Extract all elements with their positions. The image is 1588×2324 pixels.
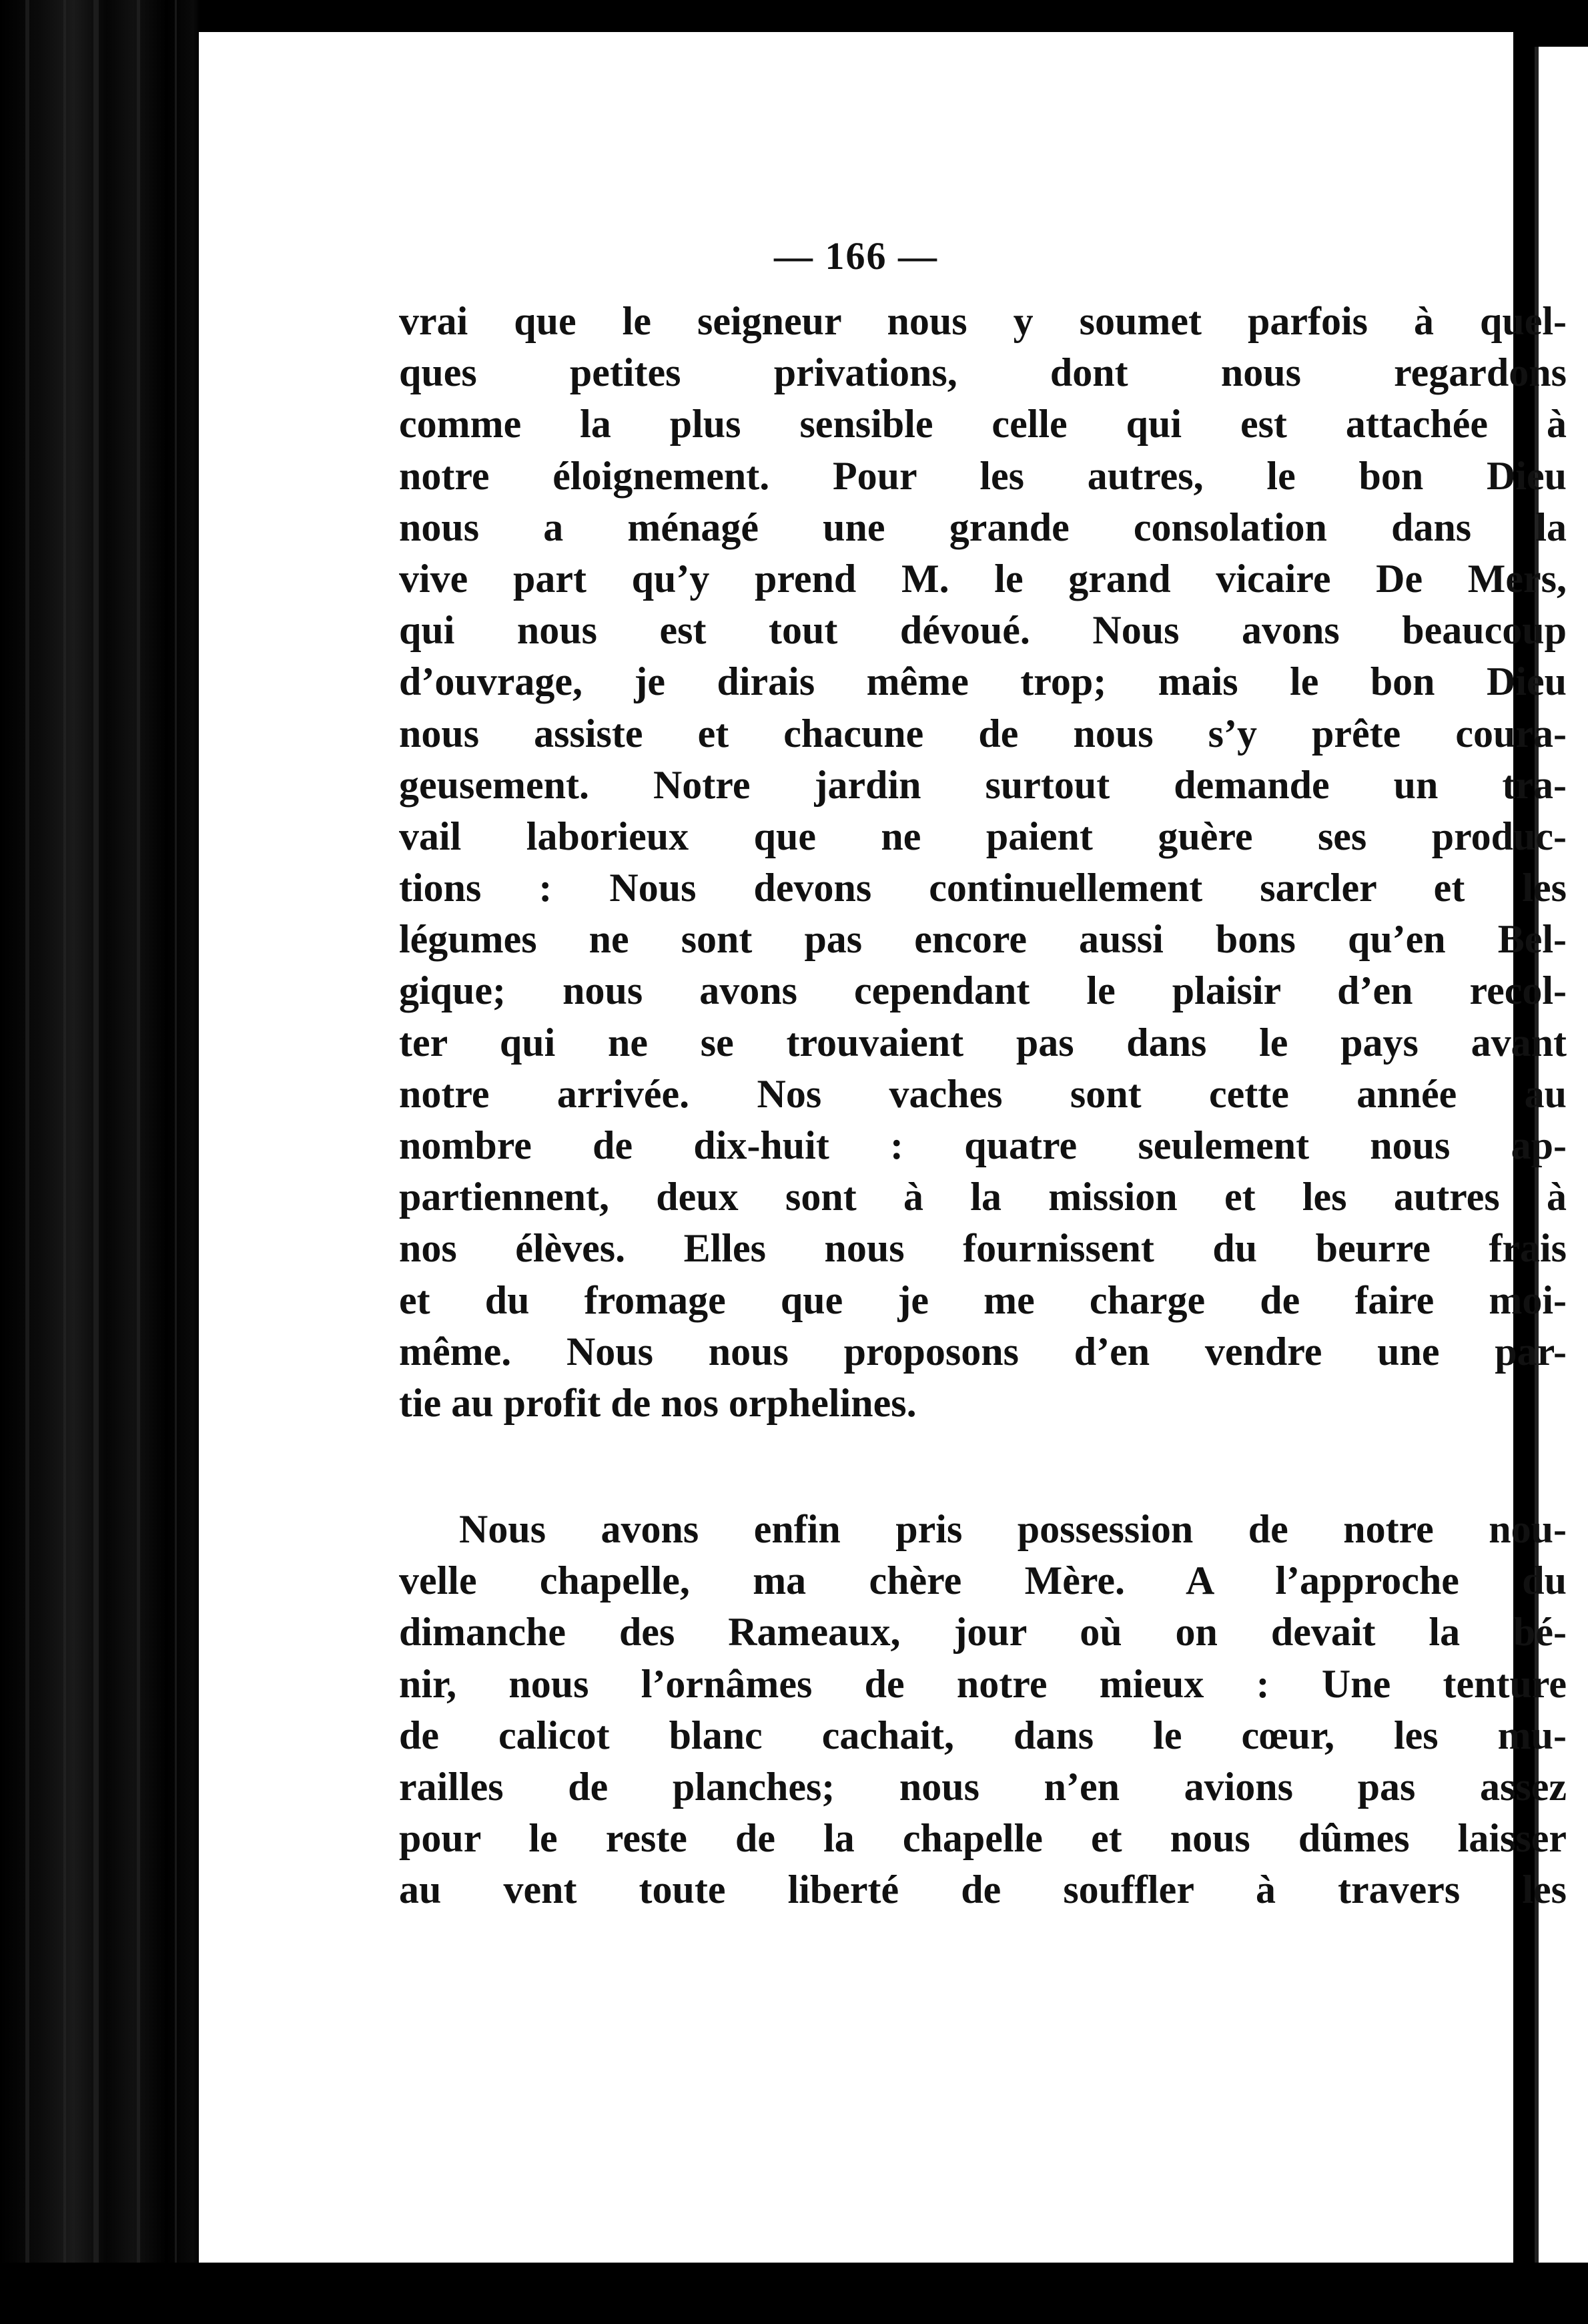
spine-streak bbox=[175, 0, 177, 2324]
text-line: partiennent, deux sont à la mission et les autres à bbox=[399, 1175, 1567, 1219]
text-line: Nous avons enfin pris possession de notre nou- bbox=[459, 1507, 1567, 1551]
text-line: vrai que le seigneur nous y soumet parfois à quel- bbox=[399, 299, 1567, 343]
book-page bbox=[199, 32, 1567, 2263]
text-line: notre éloignement. Pour les autres, le bon Dieu bbox=[399, 453, 1567, 498]
scan-bottom-border bbox=[0, 2263, 1588, 2324]
spine-streak bbox=[25, 0, 29, 2324]
text-line: vive part qu’y prend M. le grand vicaire De Mers, bbox=[399, 556, 1567, 601]
text-line: railles de planches; nous n’en avions pas assez bbox=[399, 1764, 1567, 1809]
paragraph-1 bbox=[399, 296, 1567, 1429]
text-line: pour le reste de la chapelle et nous dûmes laisser bbox=[399, 1816, 1567, 1861]
text-line: tions : Nous devons continuellement sarcler et les bbox=[399, 866, 1567, 910]
text-line: d’ouvrage, je dirais même trop; mais le bon Dieu bbox=[399, 659, 1567, 704]
paragraph-2 bbox=[399, 1504, 1567, 1916]
text-line: qui nous est tout dévoué. Nous avons beaucoup bbox=[399, 608, 1567, 653]
spine-streak bbox=[137, 0, 140, 2324]
text-line: gique; nous avons cependant le plaisir d’en recol- bbox=[399, 968, 1567, 1013]
text-line: nir, nous l’ornâmes de notre mieux : Une tenture bbox=[399, 1661, 1567, 1706]
text-line: tie au profit de nos orphelines. bbox=[399, 1380, 917, 1425]
text-line: ter qui ne se trouvaient pas dans le pays avant bbox=[399, 1020, 1567, 1065]
book-spine bbox=[0, 0, 200, 2324]
spine-streak bbox=[93, 0, 99, 2324]
text-line: notre arrivée. Nos vaches sont cette année au bbox=[399, 1071, 1567, 1116]
text-line: geusement. Notre jardin surtout demande un tra- bbox=[399, 762, 1567, 807]
text-line: ques petites privations, dont nous regardons bbox=[399, 350, 1567, 395]
text-line: nos élèves. Elles nous fournissent du beurre frais bbox=[399, 1226, 1567, 1271]
text-line: de calicot blanc cachait, dans le cœur, les mu- bbox=[399, 1713, 1567, 1757]
text-line: légumes ne sont pas encore aussi bons qu’en Bel- bbox=[399, 917, 1567, 962]
text-line: nous assiste et chacune de nous s’y prête coura- bbox=[399, 711, 1567, 756]
text-line: dimanche des Rameaux, jour où on devait la bé- bbox=[399, 1610, 1567, 1655]
text-line: comme la plus sensible celle qui est attachée à bbox=[399, 402, 1567, 447]
text-line: nombre de dix-huit : quatre seulement nous ap- bbox=[399, 1123, 1567, 1167]
text-line: au vent toute liberté de souffler à travers les bbox=[399, 1867, 1567, 1912]
text-line: même. Nous nous proposons d’en vendre une par- bbox=[399, 1329, 1567, 1374]
text-line: et du fromage que je me charge de faire moi- bbox=[399, 1277, 1567, 1322]
scan-top-border bbox=[0, 0, 1588, 32]
spine-streak bbox=[63, 0, 66, 2324]
text-line: velle chapelle, ma chère Mère. A l’approche du bbox=[399, 1558, 1567, 1603]
text-line: vail laborieux que ne paient guère ses produc- bbox=[399, 814, 1567, 858]
page-number: — 166 — bbox=[774, 234, 938, 278]
text-line: nous a ménagé une grande consolation dans la bbox=[399, 505, 1567, 549]
